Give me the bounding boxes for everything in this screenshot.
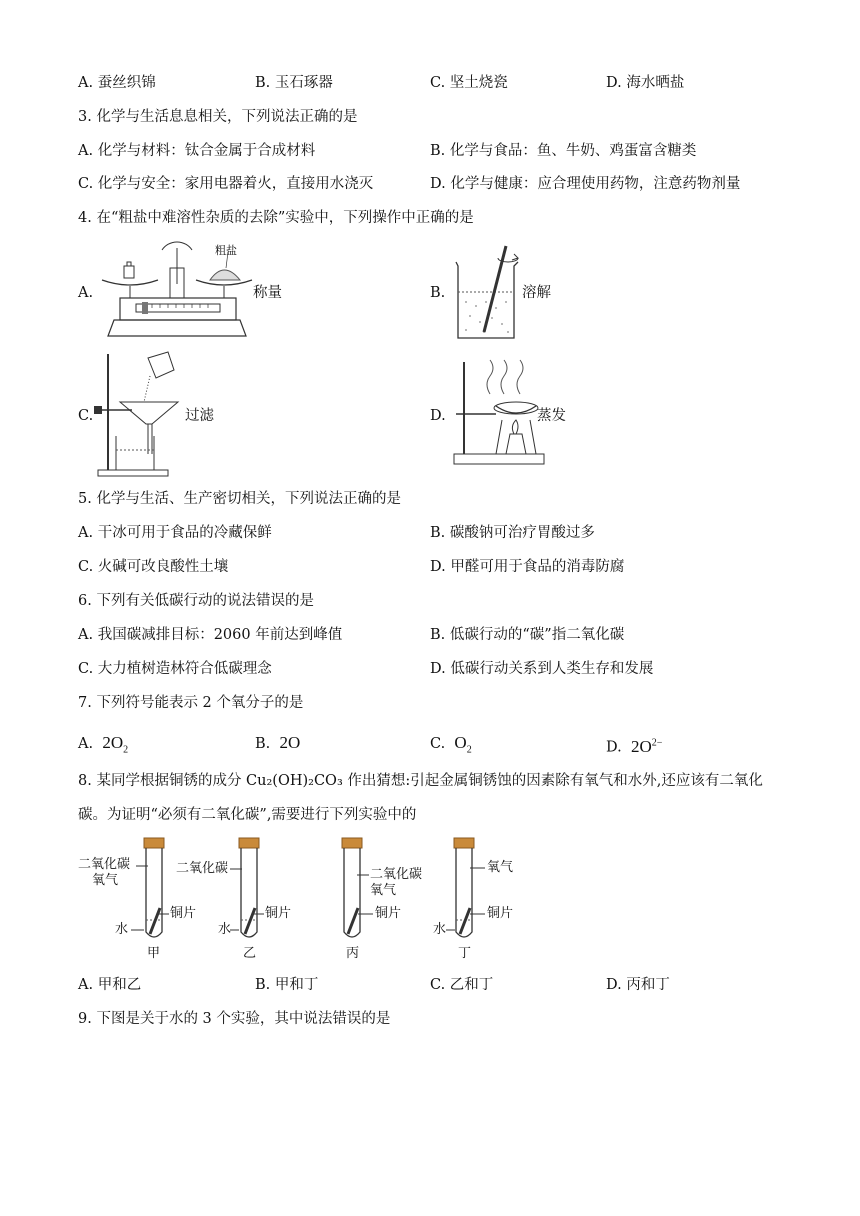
q8-option-a: A. 甲和乙 [78,977,142,993]
tube-jia-gas1: 二氧化碳 [78,857,131,872]
tube-ding-water-line [446,929,456,931]
q3-option-c: C. 化学与安全：家用电器着火，直接用水浇灭 [78,176,374,192]
q4-stem: 4. 在“粗盐中难溶性杂质的去除”实验中，下列操作中正确的是 [78,210,474,226]
filtration-figure [92,350,182,480]
q4-option-d-letter: D. [430,408,446,424]
test-tube-bing [338,836,368,946]
q8-stem-line1: 8. 某同学根据铜锈的成分 Cu₂(OH)₂CO₃ 作出猜想:引起金属铜锈蚀的因素除有氧气和水外,还应该有二氧化 [78,773,763,789]
tube-yi-copper: 铜片 [265,906,292,921]
q2-option-c: C. 坚土烧瓷 [430,75,508,91]
q6-option-b: B. 低碳行动的“碳”指二氧化碳 [430,627,625,643]
tube-ding-gas-line [470,867,486,869]
tube-jia-copper: 铜片 [170,906,197,921]
q6-stem: 6. 下列有关低碳行动的说法错误的是 [78,593,314,609]
q4-caption-weigh: 称量 [253,285,282,301]
tube-yi-gas-line [230,868,244,870]
tube-jia-gas2: 氧气 [92,873,119,888]
q7-option-b: B. 2O [255,733,301,752]
tube-ding-copper: 铜片 [487,906,514,921]
tube-yi-name: 乙 [243,946,257,961]
q6-option-d: D. 低碳行动关系到人类生存和发展 [430,661,654,677]
q7-stem: 7. 下列符号能表示 2 个氧分子的是 [78,695,304,711]
q5-stem: 5. 化学与生活、生产密切相关，下列说法正确的是 [78,491,401,507]
tube-bing-gas2: 氧气 [370,883,397,898]
tube-ding-water: 水 [433,922,447,937]
tube-ding-copper-line [470,913,486,915]
q2-option-b: B. 玉石琢器 [255,75,333,91]
q3-option-d: D. 化学与健康：应合理使用药物，注意药物剂量 [430,176,741,192]
q4-caption-dissolve: 溶解 [522,285,551,301]
tube-jia-copper-line [158,913,170,915]
q5-option-a: A. 干冰可用于食品的冷藏保鲜 [78,525,272,541]
q4-caption-evaporate: 蒸发 [537,408,566,424]
salt-label: 粗盐 [215,244,237,257]
evaporation-figure [450,360,550,470]
q3-stem: 3. 化学与生活息息相关，下列说法正确的是 [78,109,358,125]
q9-stem: 9. 下图是关于水的 3 个实验，其中说法错误的是 [78,1011,391,1027]
tube-ding-name: 丁 [458,946,472,961]
q6-option-c: C. 大力植树造林符合低碳理念 [78,661,272,677]
q4-caption-filter: 过滤 [185,408,214,424]
q7-option-a: A. $2O_2$ [78,733,129,756]
q3-option-a: A. 化学与材料：钛合金属于合成材料 [78,143,316,159]
tube-yi-water: 水 [218,922,232,937]
q4-option-c-letter: C. [78,408,94,424]
tube-ding-gas1: 氧气 [487,860,514,875]
q5-option-b: B. 碳酸钠可治疗胃酸过多 [430,525,595,541]
q6-option-a: A. 我国碳减排目标：2060 年前达到峰值 [78,627,343,643]
tube-bing-copper-line [358,913,374,915]
tube-bing-gas-line [357,874,371,876]
tube-yi-copper-line [253,913,265,915]
q8-option-c: C. 乙和丁 [430,977,494,993]
q7-option-c: C. $O_2$ [430,733,472,756]
q8-option-d: D. 丙和丁 [606,977,670,993]
q3-option-b: B. 化学与食品：鱼、牛奶、鸡蛋富含糖类 [430,143,697,159]
tube-bing-copper: 铜片 [375,906,402,921]
q7-option-d: D. $2O^{2-}$ [606,736,663,756]
tube-jia-water-line [131,929,145,931]
tube-jia-name: 甲 [147,946,161,961]
q4-option-b-letter: B. [430,285,446,301]
q8-stem-line2: 碳。为证明“必须有二氧化碳”,需要进行下列实验中的 [78,807,417,823]
q8-option-b: B. 甲和丁 [255,977,319,993]
q5-option-d: D. 甲醛可用于食品的消毒防腐 [430,559,625,575]
tube-jia-gas-line [136,865,150,867]
q5-option-c: C. 火碱可改良酸性土壤 [78,559,229,575]
tube-bing-name: 丙 [346,946,360,961]
q2-option-a: A. 蚕丝织锦 [78,75,156,91]
q4-option-a-letter: A. [78,285,94,301]
q2-option-d: D. 海水晒盐 [606,75,685,91]
tube-yi-gas1: 二氧化碳 [176,861,229,876]
tube-bing-gas1: 二氧化碳 [370,867,423,882]
tube-jia-water: 水 [115,922,129,937]
tube-yi-water-line [230,929,240,931]
